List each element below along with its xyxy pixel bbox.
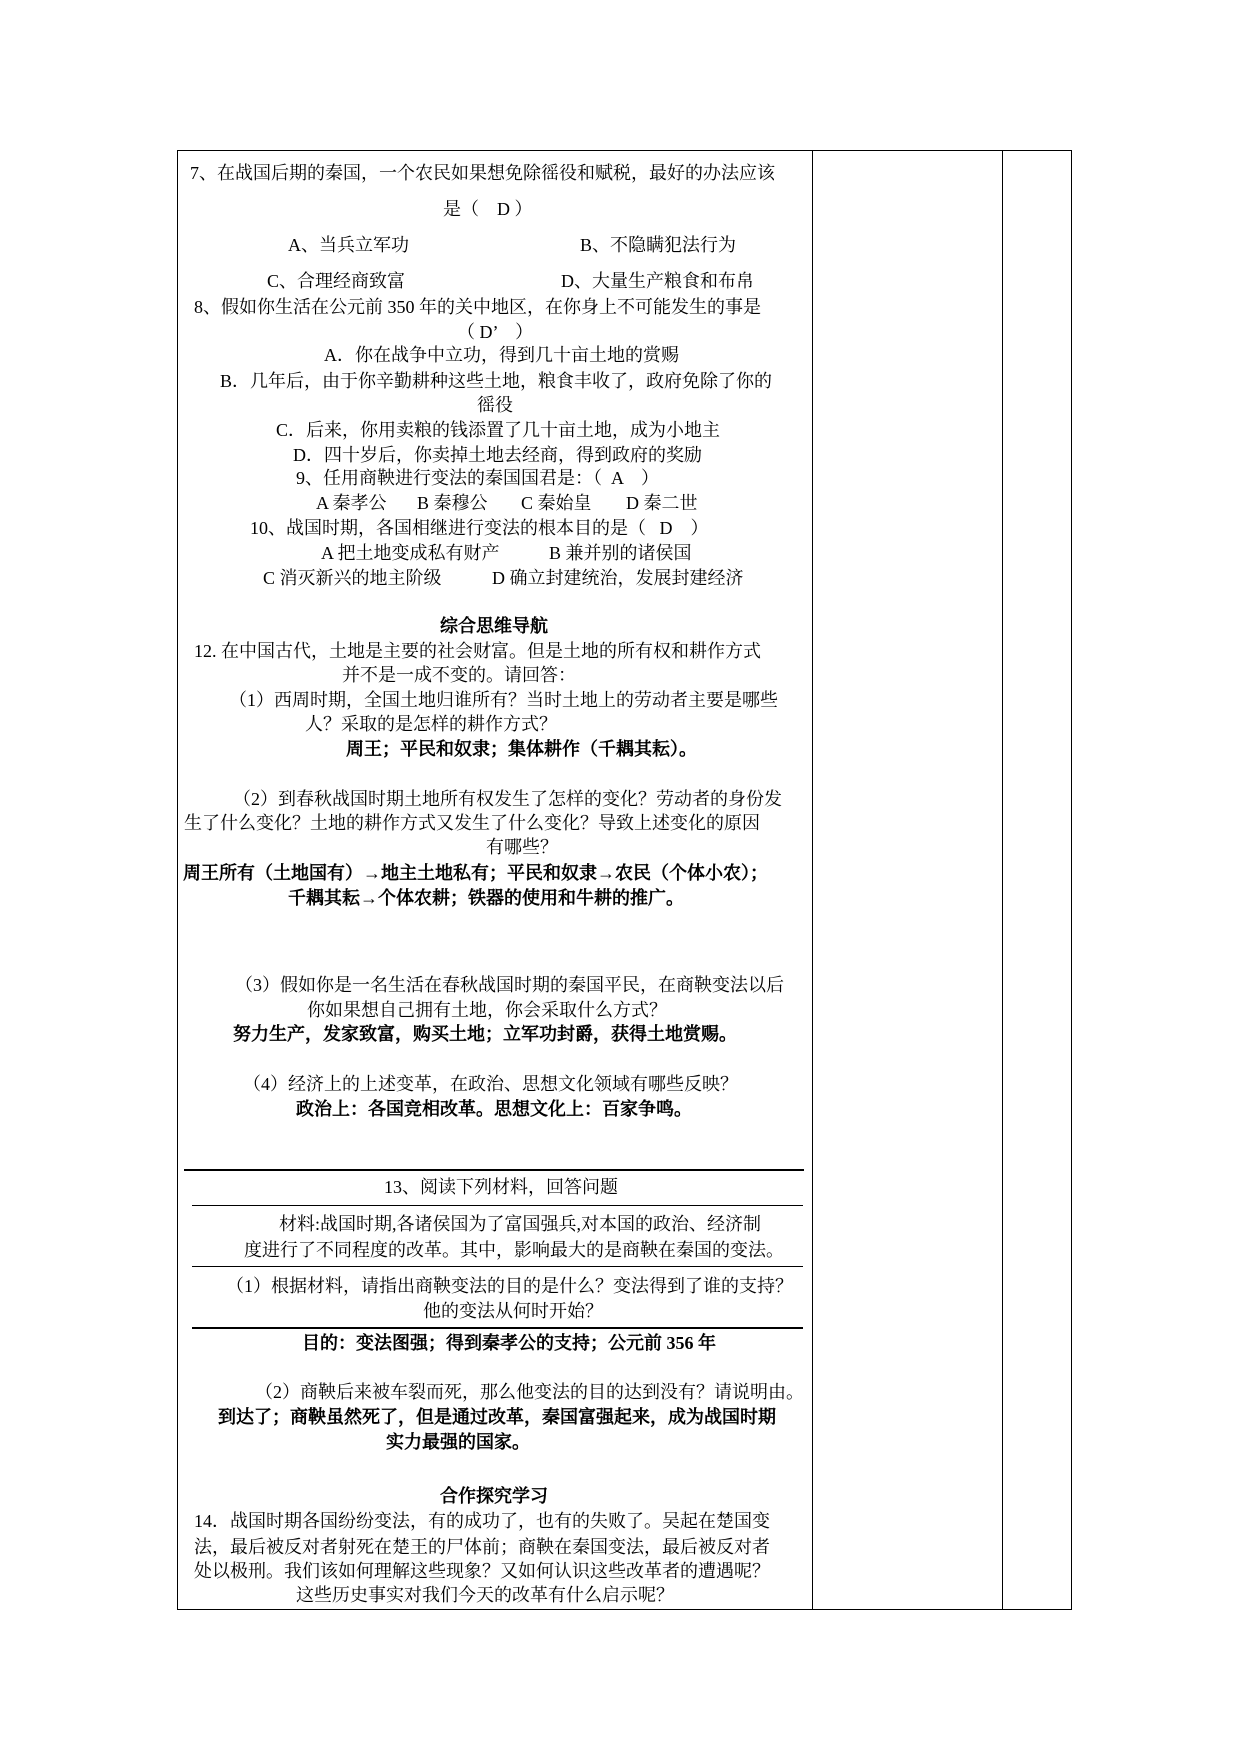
q13-part2-answer-line-2: 实力最强的国家。 xyxy=(386,1432,530,1452)
q9-option-c: C 秦始皇 xyxy=(521,493,592,513)
q12-part1-question-line-1: （1）西周时期，全国土地归谁所有？当时土地上的劳动者主要是哪些 xyxy=(229,690,778,710)
q14-line-3: 处以极刑。我们该如何理解这些现象？又如何认识这些改革者的遭遇呢？ xyxy=(194,1561,770,1581)
q10-option-d: D 确立封建统治，发展封建经济 xyxy=(492,568,744,588)
q14-line-2: 法，最后被反对者射死在楚王的尸体前；商鞅在秦国变法，最后被反对者 xyxy=(194,1537,770,1557)
q7-option-c: C、合理经商致富 xyxy=(267,271,406,291)
q8-option-b-line-1: B．几年后，由于你辛勤耕种这些土地，粮食丰收了，政府免除了你的 xyxy=(220,371,773,391)
q8-option-b-line-2: 徭役 xyxy=(477,395,513,415)
q12-part2-answer-line-1: 周王所有（土地国有）→地主土地私有；平民和奴隶→农民（个体小农）； xyxy=(183,863,768,883)
q7-option-d: D、大量生产粮食和布帛 xyxy=(561,271,754,291)
q9-option-d: D 秦二世 xyxy=(626,493,698,513)
q8-option-c: C．后来，你用卖粮的钱添置了几十亩土地，成为小地主 xyxy=(276,420,721,440)
q7-option-b: B、不隐瞒犯法行为 xyxy=(580,235,737,255)
q12-part3-question-line-2: 你如果想自己拥有土地，你会采取什么方式？ xyxy=(307,1000,667,1020)
q12-part2-question-line-3: 有哪些？ xyxy=(486,837,558,857)
q7-option-a: A、当兵立军功 xyxy=(288,235,409,255)
q12-intro-line-2: 并不是一成不变的。请回答： xyxy=(342,665,576,685)
section-heading: 合作探究学习 xyxy=(440,1486,548,1506)
q10-option-c: C 消灭新兴的地主阶级 xyxy=(263,568,442,588)
divider-line xyxy=(184,1169,804,1171)
q10-option-a: A 把土地变成私有财产 xyxy=(321,543,500,563)
divider-line xyxy=(192,1327,803,1329)
q12-part3-question-line-1: （3）假如你是一名生活在春秋战国时期的秦国平民，在商鞅变法以后 xyxy=(235,975,784,995)
section-heading: 综合思维导航 xyxy=(440,616,548,636)
q12-part4-question: （4）经济上的上述变革，在政治、思想文化领域有哪些反映？ xyxy=(243,1074,738,1094)
q7-stem-line-1: 7、在战国后期的秦国，一个农民如果想免除徭役和赋税，最好的办法应该 xyxy=(190,163,775,183)
blank-column-2 xyxy=(813,151,1002,1609)
q13-part1-answer: 目的：变法图强；得到秦孝公的支持；公元前 356 年 xyxy=(302,1333,716,1353)
q9-option-b: B 秦穆公 xyxy=(417,493,488,513)
q12-part2-question-line-1: （2）到春秋战国时期土地所有权发生了怎样的变化？劳动者的身份发 xyxy=(233,789,782,809)
q12-part1-question-line-2: 人？采取的是怎样的耕作方式？ xyxy=(305,714,557,734)
q12-part2-answer-line-2: 千耦其耘→个体农耕；铁器的使用和牛耕的推广。 xyxy=(288,888,684,908)
q9-option-a: A 秦孝公 xyxy=(316,493,387,513)
q13-part2-question: （2）商鞅后来被车裂而死，那么他变法的目的达到没有？请说明由。 xyxy=(255,1382,804,1402)
q13-part1-question-line-1: （1）根据材料，请指出商鞅变法的目的是什么？变法得到了谁的支持？ xyxy=(226,1276,793,1296)
q13-material-line-2: 度进行了不同程度的改革。其中，影响最大的是商鞅在秦国的变法。 xyxy=(244,1240,784,1260)
q7-stem-line-2: 是（ D ） xyxy=(443,199,533,219)
q13-part2-answer-line-1: 到达了；商鞅虽然死了，但是通过改革，秦国富强起来，成为战国时期 xyxy=(218,1407,776,1427)
q14-line-4: 这些历史事实对我们今天的改革有什么启示呢？ xyxy=(296,1585,674,1605)
q12-part4-answer: 政治上：各国竞相改革。思想文化上：百家争鸣。 xyxy=(296,1099,692,1119)
q13-part1-question-line-2: 他的变法从何时开始？ xyxy=(423,1301,603,1321)
q12-part3-answer: 努力生产，发家致富，购买土地；立军功封爵，获得土地赏赐。 xyxy=(233,1024,737,1044)
q14-line-1: 14．战国时期各国纷纷变法，有的成功了，也有的失败了。吴起在楚国变 xyxy=(194,1511,770,1531)
q8-option-a: A．你在战争中立功，得到几十亩土地的赏赐 xyxy=(324,345,679,365)
q10-stem: 10、战国时期，各国相继进行变法的根本目的是（ D ） xyxy=(250,518,709,538)
q13-title: 13、阅读下列材料，回答问题 xyxy=(384,1177,618,1197)
question-column xyxy=(178,151,812,1609)
q10-option-b: B 兼并别的诸侯国 xyxy=(549,543,692,563)
q13-material-line-1: 材料:战国时期,各诸侯国为了富国强兵,对本国的政治、经济制 xyxy=(279,1214,761,1234)
q8-option-d: D．四十岁后，你卖掉土地去经商，得到政府的奖励 xyxy=(293,445,702,465)
q9-stem: 9、任用商鞅进行变法的秦国国君是：（ A ） xyxy=(296,468,660,488)
blank-column-3 xyxy=(1003,151,1071,1609)
q8-stem-line-2: （ D’ ） xyxy=(457,322,534,342)
q12-intro-line-1: 12. 在中国古代，土地是主要的社会财富。但是土地的所有权和耕作方式 xyxy=(194,641,761,661)
q12-part2-question-line-2: 生了什么变化？土地的耕作方式又发生了什么变化？导致上述变化的原因 xyxy=(184,813,760,833)
divider-line xyxy=(192,1205,803,1206)
q8-stem-line-1: 8、假如你生活在公元前 350 年的关中地区，在你身上不可能发生的事是 xyxy=(194,297,761,317)
divider-line xyxy=(192,1266,803,1267)
q12-part1-answer: 周王；平民和奴隶；集体耕作（千耦其耘）。 xyxy=(346,739,697,759)
worksheet-table xyxy=(177,150,1072,1610)
